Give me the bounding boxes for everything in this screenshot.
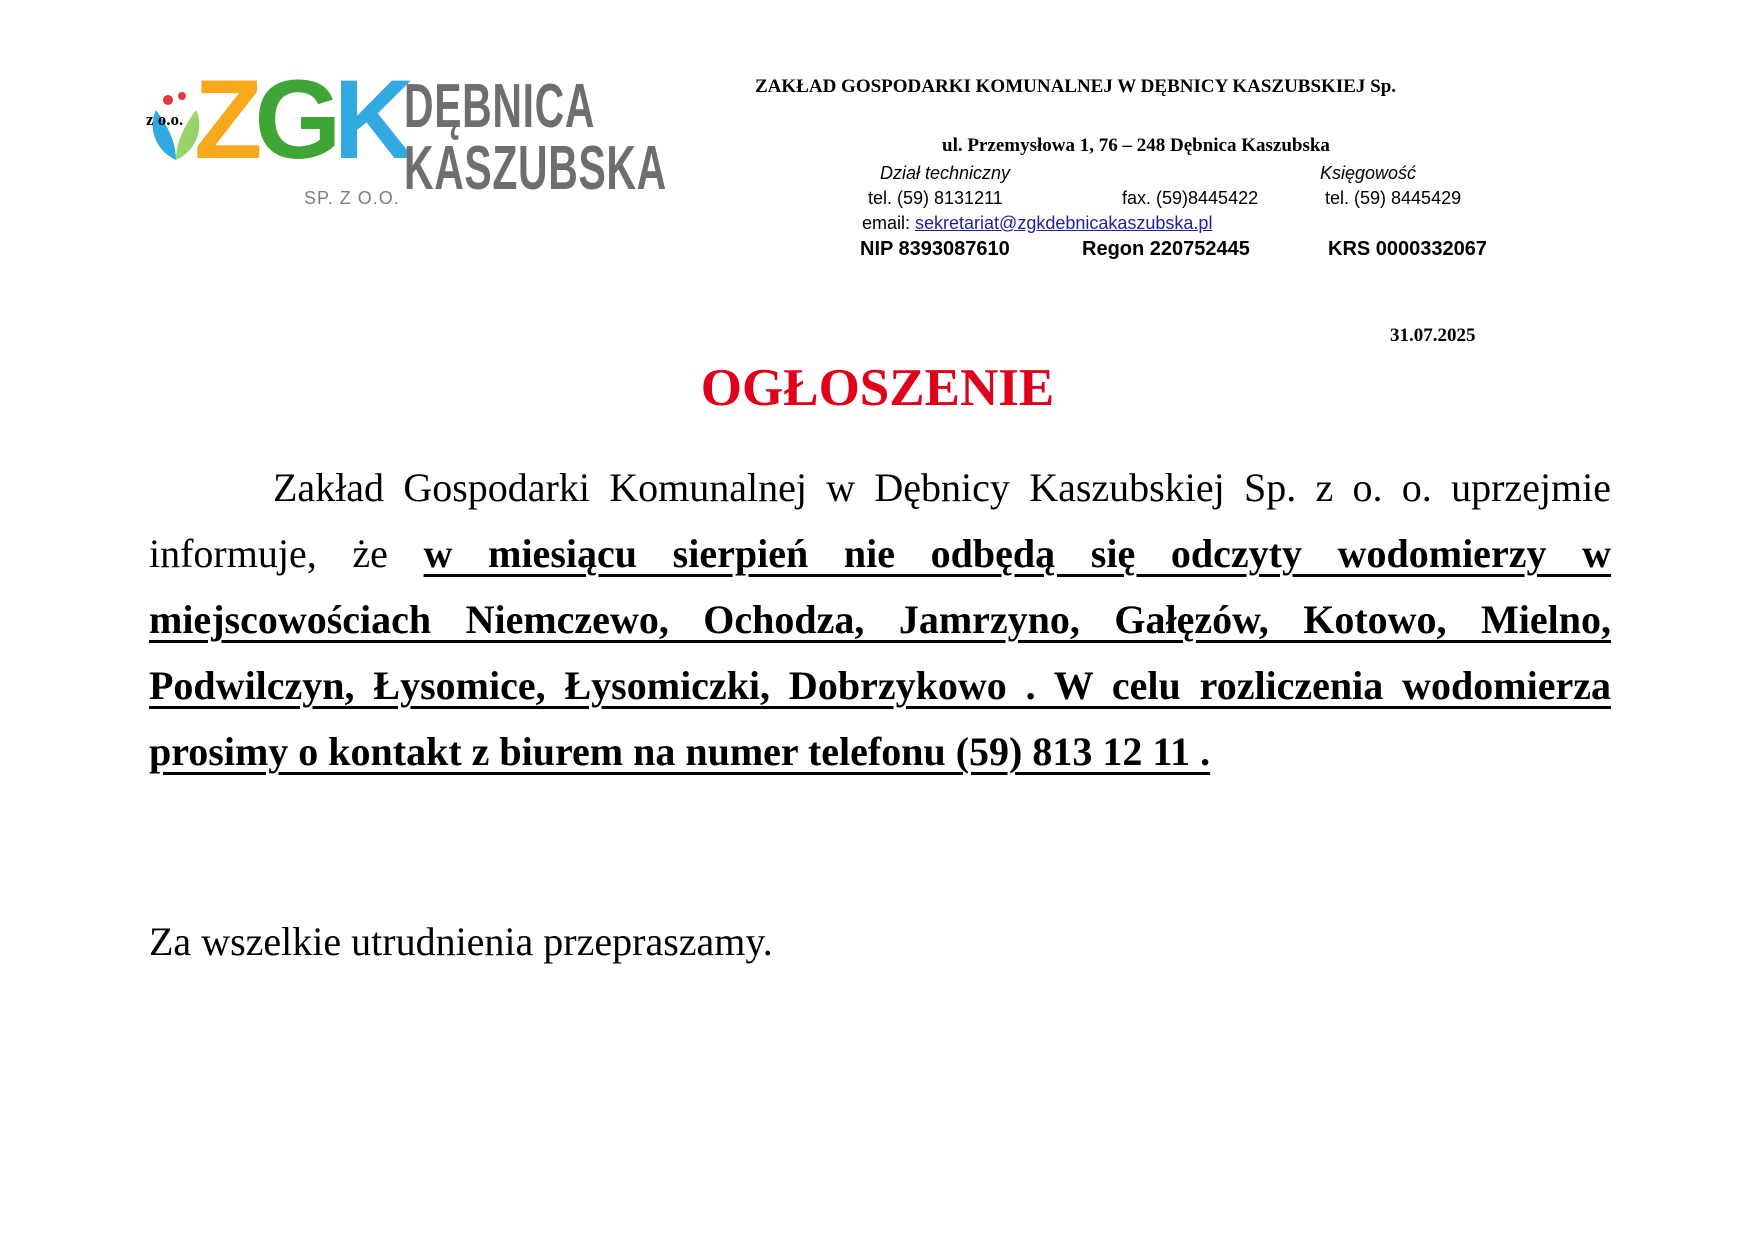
nip-number: NIP 8393087610 bbox=[860, 238, 1010, 260]
logo-brand-letters bbox=[194, 57, 407, 182]
email-link[interactable]: sekretariat@zgkdebnicakaszubska.pl bbox=[915, 213, 1213, 233]
logo-legal-form: SP. Z O.O. bbox=[304, 188, 400, 208]
dept-accounting-label: Księgowość bbox=[1320, 163, 1417, 183]
company-logo bbox=[146, 57, 667, 215]
logo-town-name bbox=[404, 72, 667, 203]
logo-letter-k: K bbox=[333, 57, 407, 182]
company-address: ul. Przemysłowa 1, 76 – 248 Dębnica Kaszubska bbox=[942, 135, 1330, 156]
email-label: email: bbox=[862, 213, 916, 233]
logo-letter-z: Z bbox=[194, 57, 255, 182]
dept-technical-label: Dział techniczny bbox=[880, 163, 1011, 183]
fax-number: fax. (59)8445422 bbox=[1122, 188, 1259, 208]
company-name: ZAKŁAD GOSPODARKI KOMUNALNEJ W DĘBNICY KASZUBSKIEJ Sp. bbox=[755, 76, 1397, 97]
page-title: OGŁOSZENIE bbox=[700, 359, 1055, 417]
email-line bbox=[862, 213, 1212, 234]
tel-technical: tel. (59) 8131211 bbox=[868, 188, 1003, 208]
logo-town-line1: DĘBNICA bbox=[404, 72, 596, 141]
announcement-body bbox=[149, 455, 1611, 785]
logo-prefix-text: z o.o. bbox=[146, 110, 184, 129]
krs-number: KRS 0000332067 bbox=[1328, 238, 1488, 260]
logo-town-line2: KASZUBSKA bbox=[404, 134, 667, 203]
closing-text: Za wszelkie utrudnienia przepraszamy. bbox=[149, 919, 773, 964]
announcement-emphasis: w miesiącu sierpień nie odbędą się odczyty wodomierzy w miejscowościach Niemczewo, Ochodza, Jamrzyno, Gałęzów, Kotowo, Mielno, Podwilczyn, Łysomice, Łysomiczki, Dobrzykowo . W celu rozliczenia wodomierza prosimy o kontakt z biurem na numer telefonu (59) 813 12 11 . bbox=[149, 531, 1611, 774]
announcement-intro: Zakład Gospodarki Komunalnej w Dębnicy Kaszubskiej Sp. z o. o. uprzejmie informuje, że bbox=[149, 465, 1611, 576]
document-date: 31.07.2025 bbox=[1390, 325, 1476, 346]
regon-number: Regon 220752445 bbox=[1082, 238, 1250, 260]
logo-letter-g: G bbox=[254, 57, 334, 182]
tel-accounting: tel. (59) 8445429 bbox=[1325, 188, 1462, 208]
